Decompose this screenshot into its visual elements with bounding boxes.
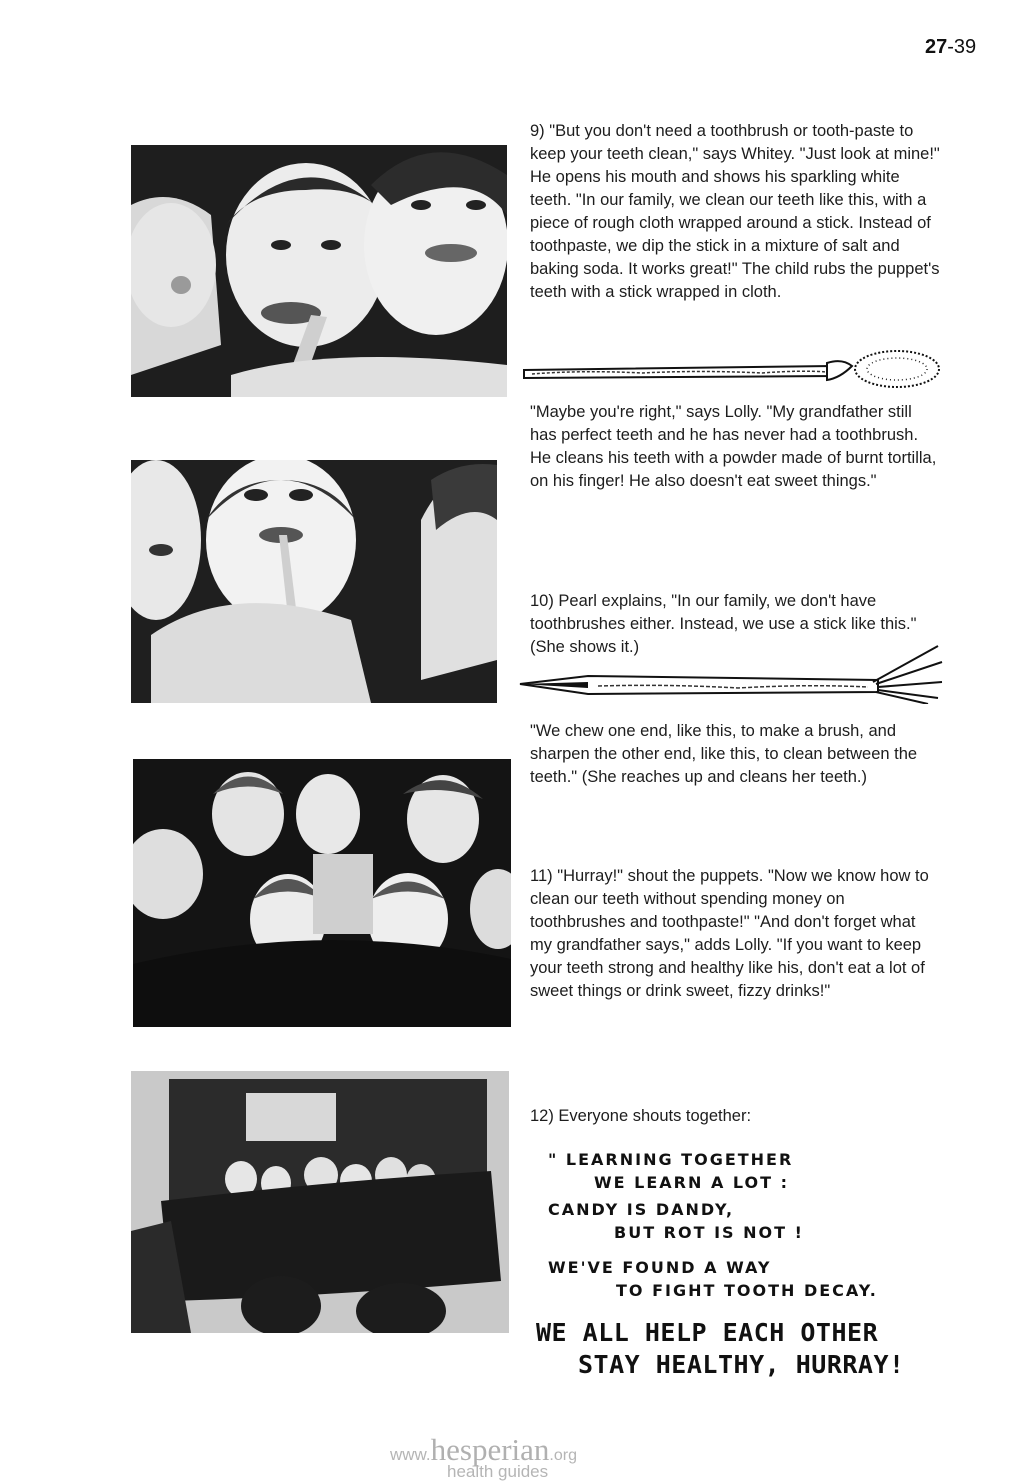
photo-puppets-chew-stick-image — [131, 460, 497, 703]
chew-stick-illustration — [518, 642, 944, 704]
chant-line-1: " LEARNING TOGETHER — [548, 1150, 794, 1169]
footer-org: .org — [549, 1447, 577, 1464]
paragraph-chew-text: "We chew one end, like this, to make a brush, and sharpen the other end, like this, to clean between the teeth." (She reaches up and cleans her teeth.) — [530, 722, 918, 786]
chant-big-line-2: STAY HEALTHY, HURRAY! — [578, 1350, 905, 1379]
photo-puppets-chew-stick — [131, 460, 497, 703]
paragraph-lolly — [530, 401, 940, 493]
footer-www: www. — [390, 1445, 431, 1464]
paragraph-step-11-text: 11) "Hurray!" shout the puppets. "Now we know how to clean our teeth without spending money on toothbrushes and toothpaste!" "And don't forget what my grandfather says," adds Lolly. "If you want to keep your teeth strong and healthy like his, don't eat a lot of sweet things or drink sweet, fizzy drinks!" — [530, 867, 929, 1000]
chant-line-2: WE LEARN A LOT : — [594, 1173, 789, 1192]
paragraph-step-11 — [530, 865, 940, 1003]
paragraph-step-12-text: 12) Everyone shouts together: — [530, 1107, 752, 1125]
paragraph-step-9-text: 9) "But you don't need a toothbrush or tooth-paste to keep your teeth clean," says Whitey. "Just look at mine!" He opens his mouth and shows his sparkling white teeth. "In our family, we clean our teeth like this, with a piece of rough cloth wrapped around a stick. Instead of toothpaste, we dip the stick in a mixture of salt and baking soda. It works great!" The child rubs the puppet's teeth with a stick wrapped in cloth. — [530, 122, 940, 301]
paragraph-step-9 — [530, 120, 940, 304]
photo-puppet-show-image — [131, 1071, 509, 1333]
paragraph-step-10-text: 10) Pearl explains, "In our family, we don't have toothbrushes either. Instead, we use a stick like this." (She shows it.) — [530, 592, 917, 656]
photo-puppet-show — [131, 1071, 509, 1333]
cloth-stick-drawing — [522, 348, 942, 390]
chant-big-line-1: WE ALL HELP EACH OTHER — [536, 1318, 879, 1347]
chant-line-3: CANDY IS DANDY, — [548, 1200, 735, 1219]
paragraph-chew — [530, 720, 940, 789]
page-number-chapter: 27 — [925, 36, 948, 58]
chant-line-6: TO FIGHT TOOTH DECAY. — [616, 1281, 878, 1300]
page-number-page: -39 — [947, 36, 977, 58]
paragraph-lolly-text: "Maybe you're right," says Lolly. "My grandfather still has perfect teeth and he has never had a toothbrush. He cleans his teeth with a powder made of burnt tortilla, on his finger! He also doesn't eat sweet things." — [530, 403, 937, 490]
chew-stick-drawing — [518, 642, 944, 704]
chant-line-5: WE'VE FOUND A WAY — [548, 1258, 772, 1277]
paragraph-step-12 — [530, 1105, 940, 1128]
photo-puppets-cloth-stick-image — [131, 145, 507, 397]
photo-puppets-group — [133, 759, 511, 1027]
chant-line-4: BUT ROT IS NOT ! — [614, 1223, 804, 1242]
page-number — [925, 36, 976, 59]
photo-puppets-group-image — [133, 759, 511, 1027]
photo-puppets-cloth-stick — [131, 145, 507, 397]
footer-brand: hesperian — [430, 1432, 550, 1467]
footer-guides: health guides — [447, 1462, 549, 1481]
cloth-stick-illustration — [522, 348, 942, 390]
chant-lines — [548, 1148, 878, 1302]
